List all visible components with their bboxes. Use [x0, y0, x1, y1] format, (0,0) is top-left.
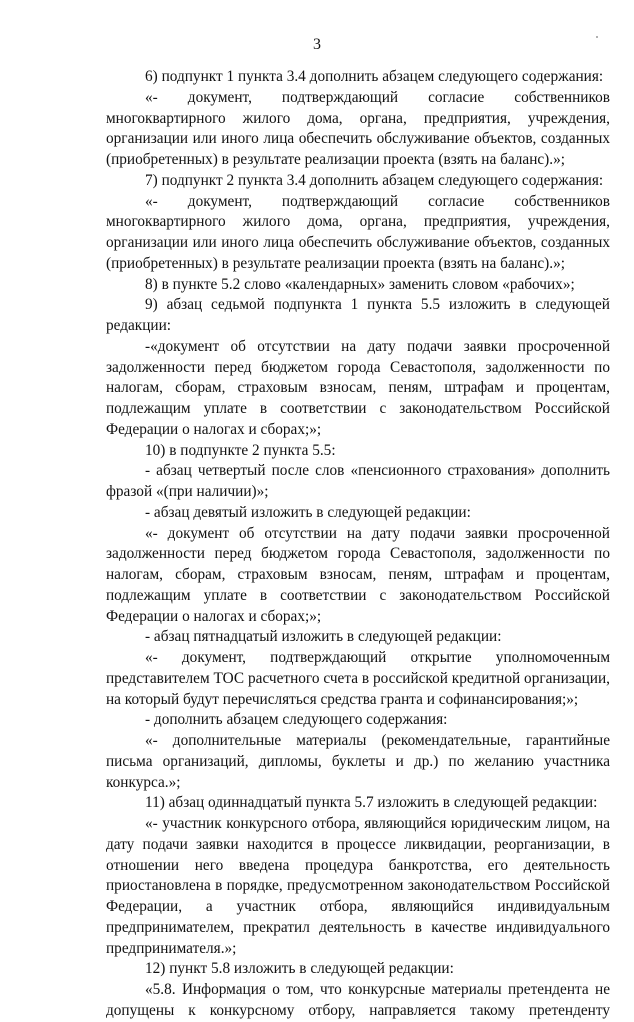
- paragraph-amendment-6: 6) подпункт 1 пункта 3.4 дополнить абзацем следующего содержания:: [145, 68, 604, 85]
- paragraph-quote-11: «- участник конкурсного отбора, являющийся юридическим лицом, на дату подачи заявки находится в процессе ликвидации, реорганизации, в отношении него введена процедура банкротства, его деятельность приостановлена в порядке, предусмотренном законодательством Российской Федерации, а участник отбора, являющийся индивидуальным предпринимателем, прекратил деятельность в качестве индивидуального предпринимателя.»;: [106, 815, 610, 957]
- paragraph-10-item-a: - абзац четвертый после слов «пенсионного страхования» дополнить фразой «(при наличии)»;: [106, 462, 610, 500]
- page-number: 3: [313, 36, 321, 53]
- scan-dot: [596, 36, 598, 38]
- paragraph-10-item-b: - абзац девятый изложить в следующей редакции:: [145, 503, 471, 521]
- paragraph-amendment-9: 9) абзац седьмой подпункта 1 пункта 5.5 изложить в следующей редакции:: [106, 296, 610, 334]
- paragraph-amendment-12: 12) пункт 5.8 изложить в следующей редакции:: [145, 960, 454, 978]
- paragraph-amendment-10: 10) в подпункте 2 пункта 5.5:: [145, 441, 336, 459]
- paragraph-amendment-7: 7) подпункт 2 пункта 3.4 дополнить абзацем следующего содержания:: [145, 171, 604, 189]
- paragraph-10-quote-d: «- дополнительные материалы (рекомендательные, гарантийные письма организаций, дипломы, буклеты и др.) по желанию участника конкурса.»;: [106, 732, 610, 791]
- paragraph-quote-6: «- документ, подтверждающий согласие собственников многоквартирного жилого дома, органа, предприятия, учреждения, организации или иного лица обеспечить обслуживание объектов, созданных (приобретенных) в результате реализации проекта (взять на баланс).»;: [106, 88, 610, 168]
- paragraph-10-quote-b: «- документ об отсутствии на дату подачи заявки просроченной задолженности перед бюджетом города Севастополя, задолженности по налогам, сборам, страховым взносам, пеням, штрафам и процентам, подлежащим уплате в соответствии с законодательством Российской Федерации о налогах и сборах;»;: [106, 524, 610, 625]
- paragraph-amendment-11: 11) абзац одиннадцатый пункта 5.7 изложить в следующей редакции:: [145, 794, 598, 812]
- paragraph-quote-12: «5.8. Информация о том, что конкурсные материалы претендента не допущены к конкурсному отбору, направляется такому претенденту: [106, 981, 610, 1019]
- paragraph-10-item-d: - дополнить абзацем следующего содержания:: [145, 711, 448, 729]
- paragraph-quote-9: -«документ об отсутствии на дату подачи заявки просроченной задолженности перед бюджетом города Севастополя, задолженности по налогам, сборам, страховым взносам, пеням, штрафам и процентам, подлежащим уплате в соответствии с законодательством Российской Федерации о налогах и сборах;»;: [106, 337, 610, 438]
- paragraph-quote-7: «- документ, подтверждающий согласие собственников многоквартирного жилого дома, органа, предприятия, учреждения, организации или иного лица обеспечить обслуживание объектов, созданных (приобретенных) в результате реализации проекта (взять на баланс).»;: [106, 192, 610, 272]
- paragraph-amendment-8: 8) в пункте 5.2 слово «календарных» заменить словом «рабочих»;: [145, 275, 575, 293]
- document-body: [106, 67, 610, 1022]
- paragraph-10-quote-c: «- документ, подтверждающий открытие уполномоченным представителем ТОС расчетного счета в российской кредитной организации, на который будут перечисляться средства гранта и софинансирования;»;: [106, 649, 610, 708]
- paragraph-10-item-c: - абзац пятнадцатый изложить в следующей редакции:: [145, 628, 502, 646]
